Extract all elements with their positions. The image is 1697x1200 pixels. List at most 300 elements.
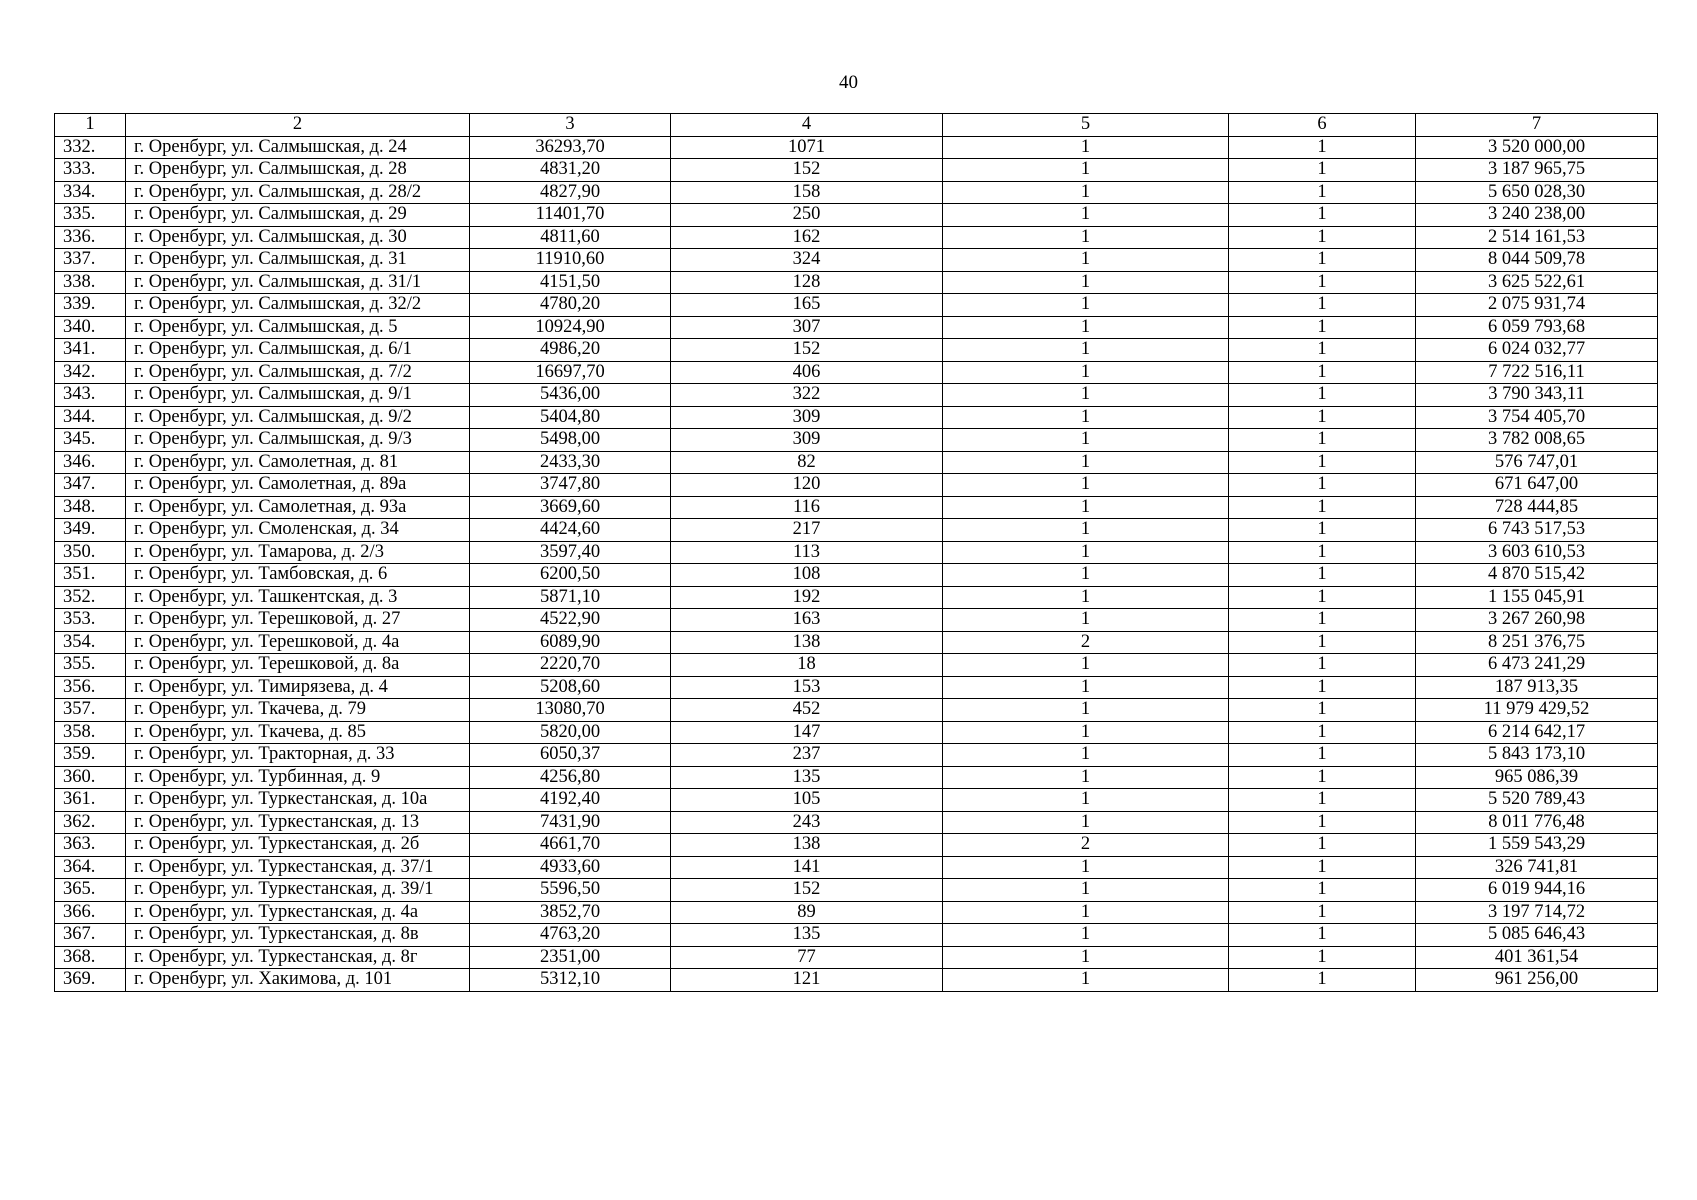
address-cell: г. Оренбург, ул. Самолетная, д. 89а [126, 474, 470, 497]
area-cell: 3747,80 [470, 474, 671, 497]
residents-cell: 243 [671, 811, 943, 834]
table-row [55, 811, 1658, 834]
area-cell: 4986,20 [470, 339, 671, 362]
row-number-cell: 358. [55, 721, 126, 744]
address-cell: г. Оренбург, ул. Туркестанская, д. 39/1 [126, 879, 470, 902]
row-number-cell: 344. [55, 406, 126, 429]
area-cell: 3597,40 [470, 541, 671, 564]
address-cell: г. Оренбург, ул. Салмышская, д. 32/2 [126, 294, 470, 317]
address-cell: г. Оренбург, ул. Тамарова, д. 2/3 [126, 541, 470, 564]
col5-cell: 1 [943, 249, 1229, 272]
area-cell: 4151,50 [470, 271, 671, 294]
col5-cell: 1 [943, 226, 1229, 249]
residents-cell: 128 [671, 271, 943, 294]
row-number-cell: 347. [55, 474, 126, 497]
col6-cell: 1 [1229, 249, 1416, 272]
col5-cell: 1 [943, 654, 1229, 677]
table-row [55, 924, 1658, 947]
address-cell: г. Оренбург, ул. Ткачева, д. 85 [126, 721, 470, 744]
col6-cell: 1 [1229, 654, 1416, 677]
row-number-cell: 342. [55, 361, 126, 384]
amount-cell: 3 197 714,72 [1416, 901, 1658, 924]
amount-cell: 11 979 429,52 [1416, 699, 1658, 722]
amount-cell: 6 743 517,53 [1416, 519, 1658, 542]
address-cell: г. Оренбург, ул. Туркестанская, д. 8г [126, 946, 470, 969]
col6-cell: 1 [1229, 676, 1416, 699]
col5-cell: 1 [943, 676, 1229, 699]
column-header: 4 [671, 114, 943, 137]
amount-cell: 5 843 173,10 [1416, 744, 1658, 767]
amount-cell: 6 019 944,16 [1416, 879, 1658, 902]
row-number-cell: 332. [55, 136, 126, 159]
amount-cell: 671 647,00 [1416, 474, 1658, 497]
col5-cell: 1 [943, 586, 1229, 609]
column-header: 5 [943, 114, 1229, 137]
residents-cell: 1071 [671, 136, 943, 159]
residents-cell: 77 [671, 946, 943, 969]
col6-cell: 1 [1229, 811, 1416, 834]
area-cell: 2433,30 [470, 451, 671, 474]
address-cell: г. Оренбург, ул. Туркестанская, д. 13 [126, 811, 470, 834]
address-cell: г. Оренбург, ул. Салмышская, д. 28 [126, 159, 470, 182]
amount-cell: 6 024 032,77 [1416, 339, 1658, 362]
residents-cell: 121 [671, 969, 943, 992]
amount-cell: 8 011 776,48 [1416, 811, 1658, 834]
col6-cell: 1 [1229, 429, 1416, 452]
col5-cell: 1 [943, 451, 1229, 474]
amount-cell: 7 722 516,11 [1416, 361, 1658, 384]
row-number-cell: 339. [55, 294, 126, 317]
row-number-cell: 343. [55, 384, 126, 407]
col5-cell: 1 [943, 429, 1229, 452]
address-cell: г. Оренбург, ул. Турбинная, д. 9 [126, 766, 470, 789]
col6-cell: 1 [1229, 136, 1416, 159]
address-cell: г. Оренбург, ул. Салмышская, д. 7/2 [126, 361, 470, 384]
col5-cell: 1 [943, 339, 1229, 362]
address-cell: г. Оренбург, ул. Ташкентская, д. 3 [126, 586, 470, 609]
residents-cell: 307 [671, 316, 943, 339]
residents-cell: 152 [671, 339, 943, 362]
address-cell: г. Оренбург, ул. Самолетная, д. 81 [126, 451, 470, 474]
address-cell: г. Оренбург, ул. Ткачева, д. 79 [126, 699, 470, 722]
table-row [55, 361, 1658, 384]
table-row [55, 766, 1658, 789]
table-row [55, 136, 1658, 159]
residents-cell: 120 [671, 474, 943, 497]
col6-cell: 1 [1229, 834, 1416, 857]
col6-cell: 1 [1229, 316, 1416, 339]
row-number-cell: 353. [55, 609, 126, 632]
area-cell: 11401,70 [470, 204, 671, 227]
area-cell: 4661,70 [470, 834, 671, 857]
row-number-cell: 354. [55, 631, 126, 654]
col5-cell: 1 [943, 969, 1229, 992]
area-cell: 36293,70 [470, 136, 671, 159]
area-cell: 4933,60 [470, 856, 671, 879]
area-cell: 4522,90 [470, 609, 671, 632]
amount-cell: 2 075 931,74 [1416, 294, 1658, 317]
col6-cell: 1 [1229, 721, 1416, 744]
amount-cell: 3 187 965,75 [1416, 159, 1658, 182]
amount-cell: 728 444,85 [1416, 496, 1658, 519]
address-cell: г. Оренбург, ул. Салмышская, д. 5 [126, 316, 470, 339]
row-number-cell: 357. [55, 699, 126, 722]
residents-cell: 147 [671, 721, 943, 744]
col5-cell: 1 [943, 721, 1229, 744]
col6-cell: 1 [1229, 451, 1416, 474]
area-cell: 4424,60 [470, 519, 671, 542]
area-cell: 5820,00 [470, 721, 671, 744]
table-row [55, 384, 1658, 407]
area-cell: 7431,90 [470, 811, 671, 834]
row-number-cell: 338. [55, 271, 126, 294]
address-cell: г. Оренбург, ул. Салмышская, д. 31/1 [126, 271, 470, 294]
col6-cell: 1 [1229, 901, 1416, 924]
column-header: 6 [1229, 114, 1416, 137]
amount-cell: 401 361,54 [1416, 946, 1658, 969]
col6-cell: 1 [1229, 339, 1416, 362]
col5-cell: 1 [943, 519, 1229, 542]
area-cell: 4780,20 [470, 294, 671, 317]
residents-cell: 250 [671, 204, 943, 227]
row-number-cell: 361. [55, 789, 126, 812]
amount-cell: 576 747,01 [1416, 451, 1658, 474]
amount-cell: 3 754 405,70 [1416, 406, 1658, 429]
amount-cell: 2 514 161,53 [1416, 226, 1658, 249]
amount-cell: 4 870 515,42 [1416, 564, 1658, 587]
area-cell: 5208,60 [470, 676, 671, 699]
residents-cell: 105 [671, 789, 943, 812]
table-row [55, 946, 1658, 969]
amount-cell: 3 267 260,98 [1416, 609, 1658, 632]
address-cell: г. Оренбург, ул. Туркестанская, д. 4а [126, 901, 470, 924]
area-cell: 4827,90 [470, 181, 671, 204]
col5-cell: 1 [943, 204, 1229, 227]
col6-cell: 1 [1229, 519, 1416, 542]
residents-cell: 141 [671, 856, 943, 879]
table-row [55, 294, 1658, 317]
col5-cell: 1 [943, 474, 1229, 497]
table-row [55, 339, 1658, 362]
col6-cell: 1 [1229, 294, 1416, 317]
amount-cell: 187 913,35 [1416, 676, 1658, 699]
address-cell: г. Оренбург, ул. Терешковой, д. 4а [126, 631, 470, 654]
row-number-cell: 368. [55, 946, 126, 969]
address-cell: г. Оренбург, ул. Салмышская, д. 30 [126, 226, 470, 249]
residents-cell: 152 [671, 159, 943, 182]
address-cell: г. Оренбург, ул. Туркестанская, д. 8в [126, 924, 470, 947]
col5-cell: 1 [943, 699, 1229, 722]
row-number-cell: 334. [55, 181, 126, 204]
table-row [55, 609, 1658, 632]
col5-cell: 1 [943, 744, 1229, 767]
col6-cell: 1 [1229, 856, 1416, 879]
area-cell: 2220,70 [470, 654, 671, 677]
residents-cell: 135 [671, 924, 943, 947]
table-row [55, 564, 1658, 587]
amount-cell: 6 473 241,29 [1416, 654, 1658, 677]
table-row [55, 474, 1658, 497]
col5-cell: 1 [943, 541, 1229, 564]
amount-cell: 8 044 509,78 [1416, 249, 1658, 272]
row-number-cell: 355. [55, 654, 126, 677]
header-row [55, 114, 1658, 137]
table-row [55, 676, 1658, 699]
col6-cell: 1 [1229, 586, 1416, 609]
col6-cell: 1 [1229, 361, 1416, 384]
col6-cell: 1 [1229, 766, 1416, 789]
amount-cell: 6 059 793,68 [1416, 316, 1658, 339]
housing-registry-table [54, 113, 1658, 992]
col6-cell: 1 [1229, 789, 1416, 812]
area-cell: 13080,70 [470, 699, 671, 722]
col5-cell: 1 [943, 924, 1229, 947]
address-cell: г. Оренбург, ул. Тракторная, д. 33 [126, 744, 470, 767]
column-header: 3 [470, 114, 671, 137]
table-row [55, 406, 1658, 429]
table-row [55, 316, 1658, 339]
amount-cell: 1 559 543,29 [1416, 834, 1658, 857]
address-cell: г. Оренбург, ул. Салмышская, д. 28/2 [126, 181, 470, 204]
col5-cell: 1 [943, 766, 1229, 789]
row-number-cell: 364. [55, 856, 126, 879]
table-body [55, 136, 1658, 991]
col5-cell: 1 [943, 901, 1229, 924]
residents-cell: 237 [671, 744, 943, 767]
row-number-cell: 366. [55, 901, 126, 924]
residents-cell: 138 [671, 834, 943, 857]
row-number-cell: 345. [55, 429, 126, 452]
table-row [55, 631, 1658, 654]
amount-cell: 5 650 028,30 [1416, 181, 1658, 204]
address-cell: г. Оренбург, ул. Туркестанская, д. 37/1 [126, 856, 470, 879]
col5-cell: 2 [943, 631, 1229, 654]
area-cell: 6200,50 [470, 564, 671, 587]
area-cell: 3852,70 [470, 901, 671, 924]
residents-cell: 153 [671, 676, 943, 699]
area-cell: 5498,00 [470, 429, 671, 452]
row-number-cell: 341. [55, 339, 126, 362]
col5-cell: 1 [943, 406, 1229, 429]
col6-cell: 1 [1229, 609, 1416, 632]
col5-cell: 1 [943, 811, 1229, 834]
residents-cell: 116 [671, 496, 943, 519]
residents-cell: 452 [671, 699, 943, 722]
amount-cell: 5 085 646,43 [1416, 924, 1658, 947]
address-cell: г. Оренбург, ул. Тамбовская, д. 6 [126, 564, 470, 587]
col6-cell: 1 [1229, 204, 1416, 227]
residents-cell: 192 [671, 586, 943, 609]
table-row [55, 159, 1658, 182]
residents-cell: 158 [671, 181, 943, 204]
area-cell: 6089,90 [470, 631, 671, 654]
area-cell: 5404,80 [470, 406, 671, 429]
col5-cell: 1 [943, 271, 1229, 294]
area-cell: 11910,60 [470, 249, 671, 272]
amount-cell: 6 214 642,17 [1416, 721, 1658, 744]
amount-cell: 3 520 000,00 [1416, 136, 1658, 159]
col5-cell: 1 [943, 609, 1229, 632]
area-cell: 5871,10 [470, 586, 671, 609]
residents-cell: 406 [671, 361, 943, 384]
col6-cell: 1 [1229, 496, 1416, 519]
area-cell: 4831,20 [470, 159, 671, 182]
residents-cell: 135 [671, 766, 943, 789]
col5-cell: 1 [943, 316, 1229, 339]
row-number-cell: 352. [55, 586, 126, 609]
table-row [55, 181, 1658, 204]
col6-cell: 1 [1229, 226, 1416, 249]
address-cell: г. Оренбург, ул. Салмышская, д. 9/2 [126, 406, 470, 429]
table-row [55, 496, 1658, 519]
row-number-cell: 335. [55, 204, 126, 227]
amount-cell: 3 603 610,53 [1416, 541, 1658, 564]
residents-cell: 309 [671, 406, 943, 429]
residents-cell: 89 [671, 901, 943, 924]
col6-cell: 1 [1229, 181, 1416, 204]
amount-cell: 5 520 789,43 [1416, 789, 1658, 812]
residents-cell: 108 [671, 564, 943, 587]
col6-cell: 1 [1229, 879, 1416, 902]
table-row [55, 721, 1658, 744]
address-cell: г. Оренбург, ул. Салмышская, д. 9/1 [126, 384, 470, 407]
row-number-cell: 365. [55, 879, 126, 902]
col5-cell: 1 [943, 496, 1229, 519]
col5-cell: 1 [943, 294, 1229, 317]
column-header: 7 [1416, 114, 1658, 137]
col6-cell: 1 [1229, 384, 1416, 407]
area-cell: 5312,10 [470, 969, 671, 992]
area-cell: 3669,60 [470, 496, 671, 519]
row-number-cell: 363. [55, 834, 126, 857]
table-row [55, 541, 1658, 564]
address-cell: г. Оренбург, ул. Терешковой, д. 8а [126, 654, 470, 677]
amount-cell: 1 155 045,91 [1416, 586, 1658, 609]
col6-cell: 1 [1229, 946, 1416, 969]
table-row [55, 226, 1658, 249]
col5-cell: 1 [943, 946, 1229, 969]
address-cell: г. Оренбург, ул. Салмышская, д. 6/1 [126, 339, 470, 362]
column-header: 1 [55, 114, 126, 137]
address-cell: г. Оренбург, ул. Хакимова, д. 101 [126, 969, 470, 992]
amount-cell: 8 251 376,75 [1416, 631, 1658, 654]
residents-cell: 322 [671, 384, 943, 407]
table-row [55, 834, 1658, 857]
table-row [55, 654, 1658, 677]
table-row [55, 204, 1658, 227]
row-number-cell: 362. [55, 811, 126, 834]
col5-cell: 1 [943, 564, 1229, 587]
area-cell: 10924,90 [470, 316, 671, 339]
col6-cell: 1 [1229, 474, 1416, 497]
residents-cell: 163 [671, 609, 943, 632]
col5-cell: 1 [943, 856, 1229, 879]
table-row [55, 969, 1658, 992]
residents-cell: 165 [671, 294, 943, 317]
address-cell: г. Оренбург, ул. Самолетная, д. 93а [126, 496, 470, 519]
residents-cell: 309 [671, 429, 943, 452]
col6-cell: 1 [1229, 744, 1416, 767]
col6-cell: 1 [1229, 631, 1416, 654]
table-row [55, 429, 1658, 452]
area-cell: 4811,60 [470, 226, 671, 249]
address-cell: г. Оренбург, ул. Терешковой, д. 27 [126, 609, 470, 632]
col5-cell: 1 [943, 789, 1229, 812]
table-row [55, 856, 1658, 879]
residents-cell: 138 [671, 631, 943, 654]
amount-cell: 326 741,81 [1416, 856, 1658, 879]
amount-cell: 965 086,39 [1416, 766, 1658, 789]
residents-cell: 152 [671, 879, 943, 902]
address-cell: г. Оренбург, ул. Салмышская, д. 31 [126, 249, 470, 272]
row-number-cell: 346. [55, 451, 126, 474]
residents-cell: 82 [671, 451, 943, 474]
row-number-cell: 350. [55, 541, 126, 564]
row-number-cell: 367. [55, 924, 126, 947]
area-cell: 4192,40 [470, 789, 671, 812]
table-row [55, 249, 1658, 272]
col6-cell: 1 [1229, 564, 1416, 587]
area-cell: 4256,80 [470, 766, 671, 789]
table-row [55, 789, 1658, 812]
row-number-cell: 351. [55, 564, 126, 587]
address-cell: г. Оренбург, ул. Салмышская, д. 9/3 [126, 429, 470, 452]
residents-cell: 113 [671, 541, 943, 564]
col5-cell: 1 [943, 181, 1229, 204]
col5-cell: 1 [943, 384, 1229, 407]
col6-cell: 1 [1229, 969, 1416, 992]
area-cell: 2351,00 [470, 946, 671, 969]
col6-cell: 1 [1229, 271, 1416, 294]
col6-cell: 1 [1229, 541, 1416, 564]
table-row [55, 271, 1658, 294]
row-number-cell: 337. [55, 249, 126, 272]
row-number-cell: 349. [55, 519, 126, 542]
residents-cell: 18 [671, 654, 943, 677]
col5-cell: 1 [943, 136, 1229, 159]
col5-cell: 2 [943, 834, 1229, 857]
amount-cell: 961 256,00 [1416, 969, 1658, 992]
area-cell: 4763,20 [470, 924, 671, 947]
table-row [55, 744, 1658, 767]
table-row [55, 451, 1658, 474]
area-cell: 5596,50 [470, 879, 671, 902]
residents-cell: 324 [671, 249, 943, 272]
column-header: 2 [126, 114, 470, 137]
row-number-cell: 369. [55, 969, 126, 992]
row-number-cell: 359. [55, 744, 126, 767]
row-number-cell: 360. [55, 766, 126, 789]
col5-cell: 1 [943, 879, 1229, 902]
residents-cell: 217 [671, 519, 943, 542]
table-row [55, 901, 1658, 924]
col5-cell: 1 [943, 361, 1229, 384]
address-cell: г. Оренбург, ул. Смоленская, д. 34 [126, 519, 470, 542]
col6-cell: 1 [1229, 159, 1416, 182]
row-number-cell: 333. [55, 159, 126, 182]
table-row [55, 586, 1658, 609]
col5-cell: 1 [943, 159, 1229, 182]
page-number: 40 [839, 72, 858, 93]
amount-cell: 3 782 008,65 [1416, 429, 1658, 452]
amount-cell: 3 790 343,11 [1416, 384, 1658, 407]
col6-cell: 1 [1229, 406, 1416, 429]
amount-cell: 3 625 522,61 [1416, 271, 1658, 294]
table-row [55, 879, 1658, 902]
amount-cell: 3 240 238,00 [1416, 204, 1658, 227]
table-row [55, 699, 1658, 722]
area-cell: 6050,37 [470, 744, 671, 767]
